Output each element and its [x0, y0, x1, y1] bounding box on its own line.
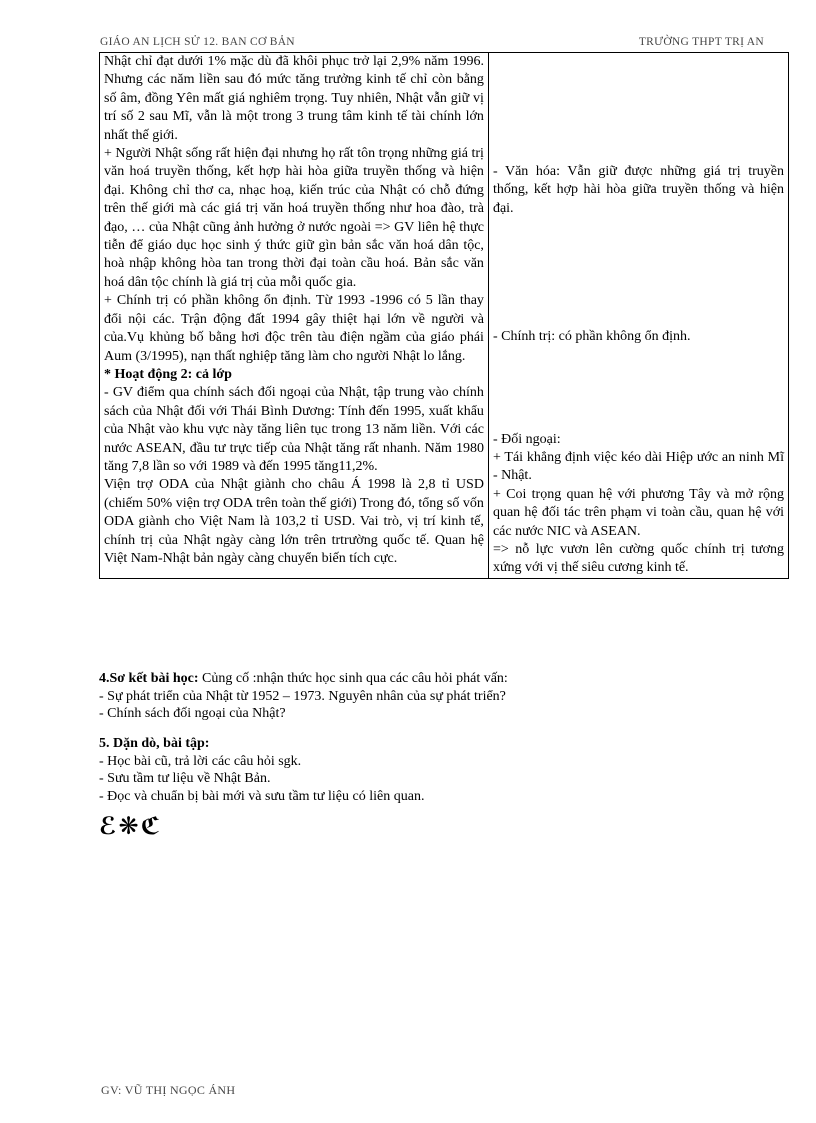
activity-heading: * Hoạt động 2: cả lớp: [104, 366, 232, 382]
homework-label: 5. Dặn dò, bài tập:: [99, 736, 210, 751]
lesson-table: [99, 52, 789, 579]
page-header: [100, 36, 764, 52]
paragraph-foreign-policy: - GV điểm qua chính sách đối ngoại của Nhật, tập trung vào chính sách của Nhật đối với Thái Bình Dương: Tính đến 1995, xuất khẩu của Nhật vào khu vực này tăng liên tục trong 13 năm liền. Với các nước ASEAN, đầu tư trực tiếp của Nhật tăng rất nhanh. Năm 1980 tăng 7,8 lần so với 1989 và đến 1995 tăng11,2%.: [104, 385, 484, 474]
paragraph-oda: Viện trợ ODA của Nhật giành cho châu Á 1998 là 2,8 tỉ USD (chiếm 50% viện trợ ODA trên toàn thế giới) Trong đó, tổng số vốn ODA giành cho Việt Nam là 103,2 tỉ USD. Vai trò, vị trí kinh tế, chính trị của Nhật ngày càng lớn trên trtrường quốc tế. Quan hệ Việt Nam-Nhật bản ngày càng chuyển biến tích cực.: [104, 477, 484, 566]
activities-column: [100, 53, 489, 579]
paragraph-economy: Nhật chỉ đạt dưới 1% mặc dù đã khôi phục trở lại 2,9% năm 1996. Nhưng các năm liền sau đó mức tăng trưởng kinh tế chỉ còn bằng số âm, đồng Yên mất giá nghiêm trọng. Tuy nhiên, Nhật vẫn giữ vị trí số 2 sau Mĩ, vẫn là một trong 3 trung tâm kinh tế tài chính lớn nhất thế giới.: [104, 54, 484, 143]
summary-label: 4.Sơ kết bài học:: [99, 671, 199, 686]
list-item: - Chính sách đối ngoại của Nhật?: [99, 706, 286, 721]
list-item: - Đọc và chuẩn bị bài mới và sưu tầm tư liệu có liên quan.: [99, 788, 425, 804]
politics-point: - Chính trị: có phần không ổn định.: [492, 329, 691, 345]
lesson-summary: [99, 670, 789, 723]
paragraph-politics: + Chính trị có phần không ổn định. Từ 1993 -1996 có 5 lần thay đổi nội các. Trận động đất 1994 gây thiệt hại lớn về người và của.Vụ khủng bố bằng hơi độc trên tàu điện ngầm của giáo phái Aum (3/1995), nạn thất nghiệp tăng làm cho người Nhật lo lắng.: [104, 293, 484, 364]
foreign-policy-point-1: + Tái khẳng định việc kéo dài Hiệp ước an ninh Mĩ - Nhật.: [492, 450, 784, 484]
header-school: TRƯỜNG THPT TRỊ AN: [638, 36, 764, 48]
foreign-policy-point-2: + Coi trọng quan hệ với phương Tây và mở rộng quan hệ đối tác trên phạm vi toàn cầu, quan hệ với các nước NIC và ASEAN.: [492, 486, 784, 539]
list-item: - Sưu tầm tư liệu về Nhật Bản.: [99, 771, 271, 786]
culture-point: - Văn hóa: Vẫn giữ được những giá trị truyền thống, kết hợp hài hòa giữa truyền thống và hiện đại.: [492, 164, 784, 216]
paragraph-culture: + Người Nhật sống rất hiện đại nhưng họ rất tôn trọng những giá trị văn hoá truyền thống, kết hợp hài hòa giữa truyền thống và hiện đại. Không chỉ thơ ca, nhạc hoạ, kiến trúc của Nhật có chỗ đứng trên thế giới mà các giá trị văn hoá truyền thống như hoa đào, trà đạo, … của Nhật cũng ảnh hưởng ở nước ngoài => GV liên hệ thực tiễn để giáo dục học sinh ý thức giữ gìn bản sắc văn hoá dân tộc, hoà nhập không hòa tan trong thời đại toàn cầu hoá. Bản sắc văn hoá dân tộc chính là giá trị của mỗi quốc gia.: [104, 146, 484, 290]
content-column: [488, 53, 788, 579]
list-item: - Sự phát triển của Nhật từ 1952 – 1973. Nguyên nhân của sự phát triển?: [99, 688, 506, 704]
foreign-policy-title: - Đối ngoại:: [492, 431, 561, 447]
ornament-divider: ℰ❋ℭ: [99, 812, 163, 840]
list-item: - Học bài cũ, trả lời các câu hỏi sgk.: [99, 753, 302, 769]
foreign-policy-point-3: => nỗ lực vươn lên cường quốc chính trị tương xứng với vị thế siêu cương kinh tế.: [492, 542, 784, 576]
homework-section: [99, 735, 789, 805]
table-row: [100, 53, 789, 579]
page-footer: GV: VŨ THỊ NGỌC ÁNH: [101, 1083, 236, 1097]
header-title: GIÁO AN LỊCH SỬ 12. BAN CƠ BẢN: [100, 36, 295, 48]
summary-text: Củng cố :nhận thức học sinh qua các câu hỏi phát vấn:: [198, 671, 508, 686]
